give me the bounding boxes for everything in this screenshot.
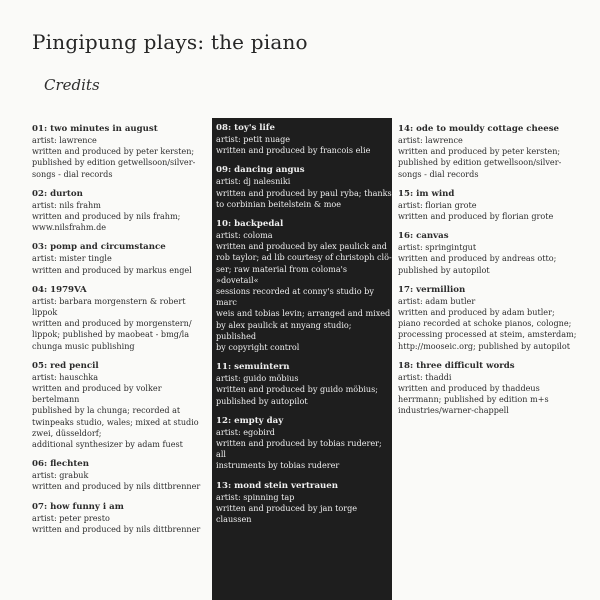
page-title: Pingipung plays: the piano xyxy=(32,30,308,54)
track-credit xyxy=(32,124,210,180)
credit-line: songs - dial records xyxy=(32,168,113,179)
track-title: 11: semuintern xyxy=(216,362,290,373)
track-credit xyxy=(216,123,392,156)
credit-line: artist: spinning tap xyxy=(216,491,295,502)
credit-line: artist: barbara morgenstern & robert lippok xyxy=(32,295,186,318)
track-title: 15: im wind xyxy=(398,188,455,199)
credits-column-right xyxy=(398,118,588,600)
track-credit xyxy=(32,189,210,234)
track-credit xyxy=(216,165,392,210)
credit-line: www.nilsfrahm.de xyxy=(32,222,107,233)
credit-line: artist: adam butler xyxy=(398,295,476,306)
credit-line: published by autopilot xyxy=(398,264,490,275)
track-title: 02: durton xyxy=(32,188,83,199)
track-title: 01: two minutes in august xyxy=(32,124,158,134)
track-credit xyxy=(32,285,210,352)
track-title: 09: dancing angus xyxy=(216,165,305,176)
track-credit xyxy=(32,459,210,492)
credit-line: written and produced by francois elie xyxy=(216,145,371,156)
track-title: 17: vermillion xyxy=(398,284,466,295)
track-title: 08: toy's life xyxy=(216,123,275,133)
credit-line: artist: dj nalesniki xyxy=(216,176,291,187)
credit-line: written and produced by jan torge claussen xyxy=(216,502,358,525)
credit-line: artist: egobird xyxy=(216,426,275,437)
credit-line: artist: peter presto xyxy=(32,512,110,523)
credit-line: written and produced by nils dittbrenner xyxy=(32,481,201,492)
track-title: 07: how funny i am xyxy=(32,501,124,512)
credit-line: instruments by tobias ruderer xyxy=(216,460,340,471)
credit-line: by alex paulick at nnyang studio; published xyxy=(216,319,352,341)
track-credit xyxy=(32,242,210,275)
credit-line: ser; raw material from coloma's »dovetail« xyxy=(216,263,348,285)
track-title: 12: empty day xyxy=(216,415,284,426)
credit-line: artist: florian grote xyxy=(398,199,477,210)
track-title: 13: mond stein vertrauen xyxy=(216,480,338,491)
credit-line: written and produced by paul ryba; thanks xyxy=(216,187,392,198)
credit-line: artist: guido möbius xyxy=(216,373,299,384)
credit-line: artist: springintgut xyxy=(398,242,477,253)
track-credit xyxy=(32,361,210,450)
credit-line: written and produced by tobias ruderer; all xyxy=(216,438,382,460)
credit-line: written and produced by alex paulick and xyxy=(216,241,387,252)
credit-line: written and produced by markus engel xyxy=(32,264,192,275)
track-title: 03: pomp and circumstance xyxy=(32,242,166,253)
track-title: 05: red pencil xyxy=(32,360,99,371)
credit-line: artist: thaddi xyxy=(398,371,452,382)
track-credit xyxy=(216,416,392,472)
credit-line: additional synthesizer by adam fuest xyxy=(32,439,183,450)
credit-line: to corbinian beitelstein & moe xyxy=(216,198,342,209)
track-credit xyxy=(32,502,210,535)
track-title: 04: 1979VA xyxy=(32,284,87,295)
track-credit xyxy=(398,285,588,352)
credit-line: written and produced by volker bertelmann xyxy=(32,383,162,405)
credit-line: processing processed at steim, amsterdam; xyxy=(398,329,577,340)
credit-line: written and produced by andreas otto; xyxy=(398,253,557,264)
credit-line: songs - dial records xyxy=(398,168,479,179)
track-credit xyxy=(216,481,392,526)
credit-line: http://mooseic.org; published by autopilot xyxy=(398,340,570,351)
credit-line: artist: nils frahm xyxy=(32,199,101,210)
credit-line: published by autopilot xyxy=(216,395,308,406)
credit-line: written and produced by thaddeus xyxy=(398,383,540,394)
credit-line: artist: lawrence xyxy=(32,135,97,145)
credit-line: written and produced by adam butler; xyxy=(398,307,555,318)
credit-line: artist: coloma xyxy=(216,230,273,241)
credit-line: weis and tobias levin; arranged and mixed xyxy=(216,308,391,319)
credit-line: artist: grabuk xyxy=(32,470,89,481)
track-title: 10: backpedal xyxy=(216,219,284,230)
credits-column-left xyxy=(32,118,210,600)
credit-line: written and produced by guido möbius; xyxy=(216,384,378,395)
credit-line: written and produced by peter kersten; xyxy=(398,146,561,157)
credit-line: written and produced by peter kersten; xyxy=(32,146,195,157)
credit-line: artist: mister tingle xyxy=(32,253,112,264)
credit-line: sessions recorded at conny's studio by marc xyxy=(216,286,374,308)
track-credit xyxy=(398,189,588,222)
credits-column-middle xyxy=(212,118,392,600)
credit-line: herrmann; published by edition m+s xyxy=(398,394,549,405)
track-title: 18: three difficult words xyxy=(398,360,515,371)
track-credit xyxy=(216,362,392,407)
credit-line: zwei, düsseldorf; xyxy=(32,427,102,438)
credit-line: artist: lawrence xyxy=(398,135,463,145)
credit-line: artist: hauschka xyxy=(32,371,99,382)
credit-line: published by edition getwellsoon/silver- xyxy=(32,157,196,168)
credit-line: twinpeaks studio, wales; mixed at studio xyxy=(32,416,199,427)
track-title: 06: flechten xyxy=(32,459,90,470)
track-title: 16: canvas xyxy=(398,231,449,242)
credit-line: industries/warner-chappell xyxy=(398,405,509,416)
track-title: 14: ode to mouldy cottage cheese xyxy=(398,124,560,134)
credit-line: published by la chunga; recorded at xyxy=(32,405,181,416)
credit-line: written and produced by morgenstern/ xyxy=(32,318,192,329)
credit-line: piano recorded at schoke pianos, cologne; xyxy=(398,318,572,329)
credit-line: written and produced by nils frahm; xyxy=(32,211,181,222)
credit-line: written and produced by florian grote xyxy=(398,211,554,222)
credit-line: published by edition getwellsoon/silver- xyxy=(398,157,562,168)
track-credit xyxy=(398,231,588,276)
credit-line: chunga music publishing xyxy=(32,340,135,351)
credit-line: rob taylor; ad lib courtesy of christoph clö- xyxy=(216,252,392,263)
credits-heading: Credits xyxy=(44,76,100,94)
track-credit xyxy=(398,124,588,180)
credit-line: by copyright control xyxy=(216,342,300,353)
credit-line: written and produced by nils dittbrenner xyxy=(32,523,201,534)
track-credit xyxy=(216,219,392,353)
track-credit xyxy=(398,361,588,417)
credit-line: lippok; published by maobeat - bmg/la xyxy=(32,329,190,340)
credit-line: artist: petit nuage xyxy=(216,134,291,144)
